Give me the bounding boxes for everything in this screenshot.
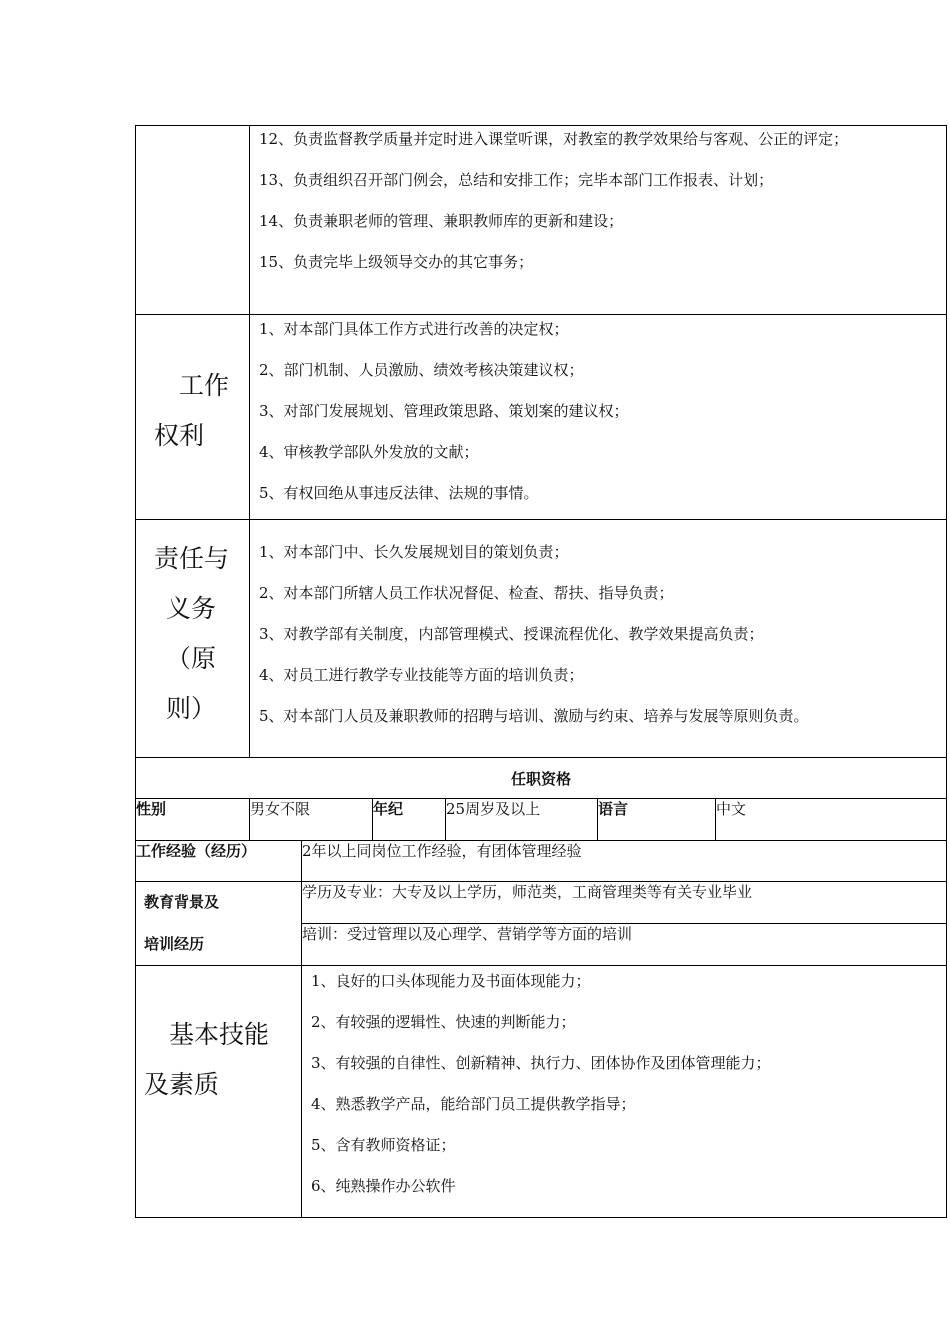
duty-item: 15、负责完毕上级领导交办的其它事务； (259, 253, 534, 271)
skill-item: 5、含有教师资格证； (311, 1136, 456, 1154)
duties-list (250, 126, 947, 315)
gender-label: 性别 (136, 799, 250, 841)
responsibility-item: 1、对本部门中、长久发展规划目的策划负责； (259, 543, 569, 561)
language-label: 语言 (598, 799, 716, 841)
duties-label-cell (136, 126, 250, 315)
language-value: 中文 (716, 799, 947, 841)
education-label-cell (136, 882, 302, 966)
responsibilities-label: 责任与 (154, 544, 230, 573)
job-description-table (135, 125, 947, 1218)
skill-item: 3、有较强的自律性、创新精神、执行力、团体协作及团体管理能力； (311, 1054, 771, 1072)
education-label: 培训经历 (144, 935, 205, 953)
responsibility-item: 5、对本部门人员及兼职教师的招聘与培训、激励与约束、培养与发展等原则负责。 (259, 707, 809, 725)
skill-item: 1、良好的口头体现能力及书面体现能力； (311, 972, 591, 990)
gender-value: 男女不限 (250, 799, 373, 841)
skill-item: 4、熟悉教学产品，能给部门员工提供教学指导； (311, 1095, 636, 1113)
duty-item: 14、负责兼职老师的管理、兼职教师库的更新和建设； (259, 212, 624, 230)
education-label: 教育背景及 (144, 893, 220, 911)
qualifications-title-text: 任职资格 (511, 769, 572, 788)
skills-row (136, 966, 947, 1218)
responsibilities-label-cell (136, 520, 250, 758)
rights-item: 2、部门机制、人员激励、绩效考核决策建议权； (259, 361, 584, 379)
skill-item: 2、有较强的逻辑性、快速的判断能力； (311, 1013, 576, 1031)
training-value: 培训：受过管理以及心理学、营销学等方面的培训 (302, 924, 947, 966)
duty-item: 13、负责组织召开部门例会，总结和安排工作；完毕本部门工作报表、计划； (259, 171, 774, 189)
responsibility-item: 3、对教学部有关制度，内部管理模式、授课流程优化、教学效果提高负责； (259, 625, 764, 643)
rights-item: 5、有权回绝从事违反法律、法规的事情。 (259, 484, 539, 502)
qualifications-title (136, 758, 947, 799)
skills-label: 基本技能 (169, 1020, 270, 1049)
age-label: 年纪 (373, 799, 446, 841)
responsibilities-label: 则） (166, 694, 217, 723)
skill-item: 6、纯熟操作办公软件 (311, 1177, 456, 1195)
responsibility-item: 4、对员工进行教学专业技能等方面的培训负责； (259, 666, 584, 684)
experience-label: 工作经验（经历） (136, 841, 302, 882)
responsibilities-label: 义务 (166, 594, 217, 623)
skills-label-cell (136, 966, 302, 1218)
age-value: 25周岁及以上 (446, 799, 598, 841)
qualifications-title-row (136, 758, 947, 799)
rights-item: 3、对部门发展规划、管理政策思路、策划案的建议权； (259, 402, 629, 420)
experience-value: 2年以上同岗位工作经验，有团体管理经验 (302, 841, 947, 882)
education-row (136, 882, 947, 924)
rights-label-cell (136, 315, 250, 520)
education-value: 学历及专业：大专及以上学历，师范类，工商管理类等有关专业毕业 (302, 882, 947, 924)
skills-list (302, 966, 947, 1218)
basic-info-row (136, 799, 947, 841)
duty-item: 12、负责监督教学质量并定时进入课堂听课，对教室的教学效果给与客观、公正的评定； (259, 130, 849, 148)
skills-label: 及素质 (144, 1070, 220, 1099)
rights-item: 4、审核教学部队外发放的文献； (259, 443, 479, 461)
rights-label: 工作 (179, 371, 230, 400)
responsibility-item: 2、对本部门所辖人员工作状况督促、检查、帮扶、指导负责； (259, 584, 674, 602)
rights-item: 1、对本部门具体工作方式进行改善的决定权； (259, 320, 569, 338)
rights-label: 权利 (154, 421, 205, 450)
responsibilities-row (136, 520, 947, 758)
experience-row (136, 841, 947, 882)
responsibilities-list (250, 520, 947, 758)
rights-row (136, 315, 947, 520)
duties-row (136, 126, 947, 315)
rights-list (250, 315, 947, 520)
responsibilities-label: （原 (166, 644, 217, 673)
